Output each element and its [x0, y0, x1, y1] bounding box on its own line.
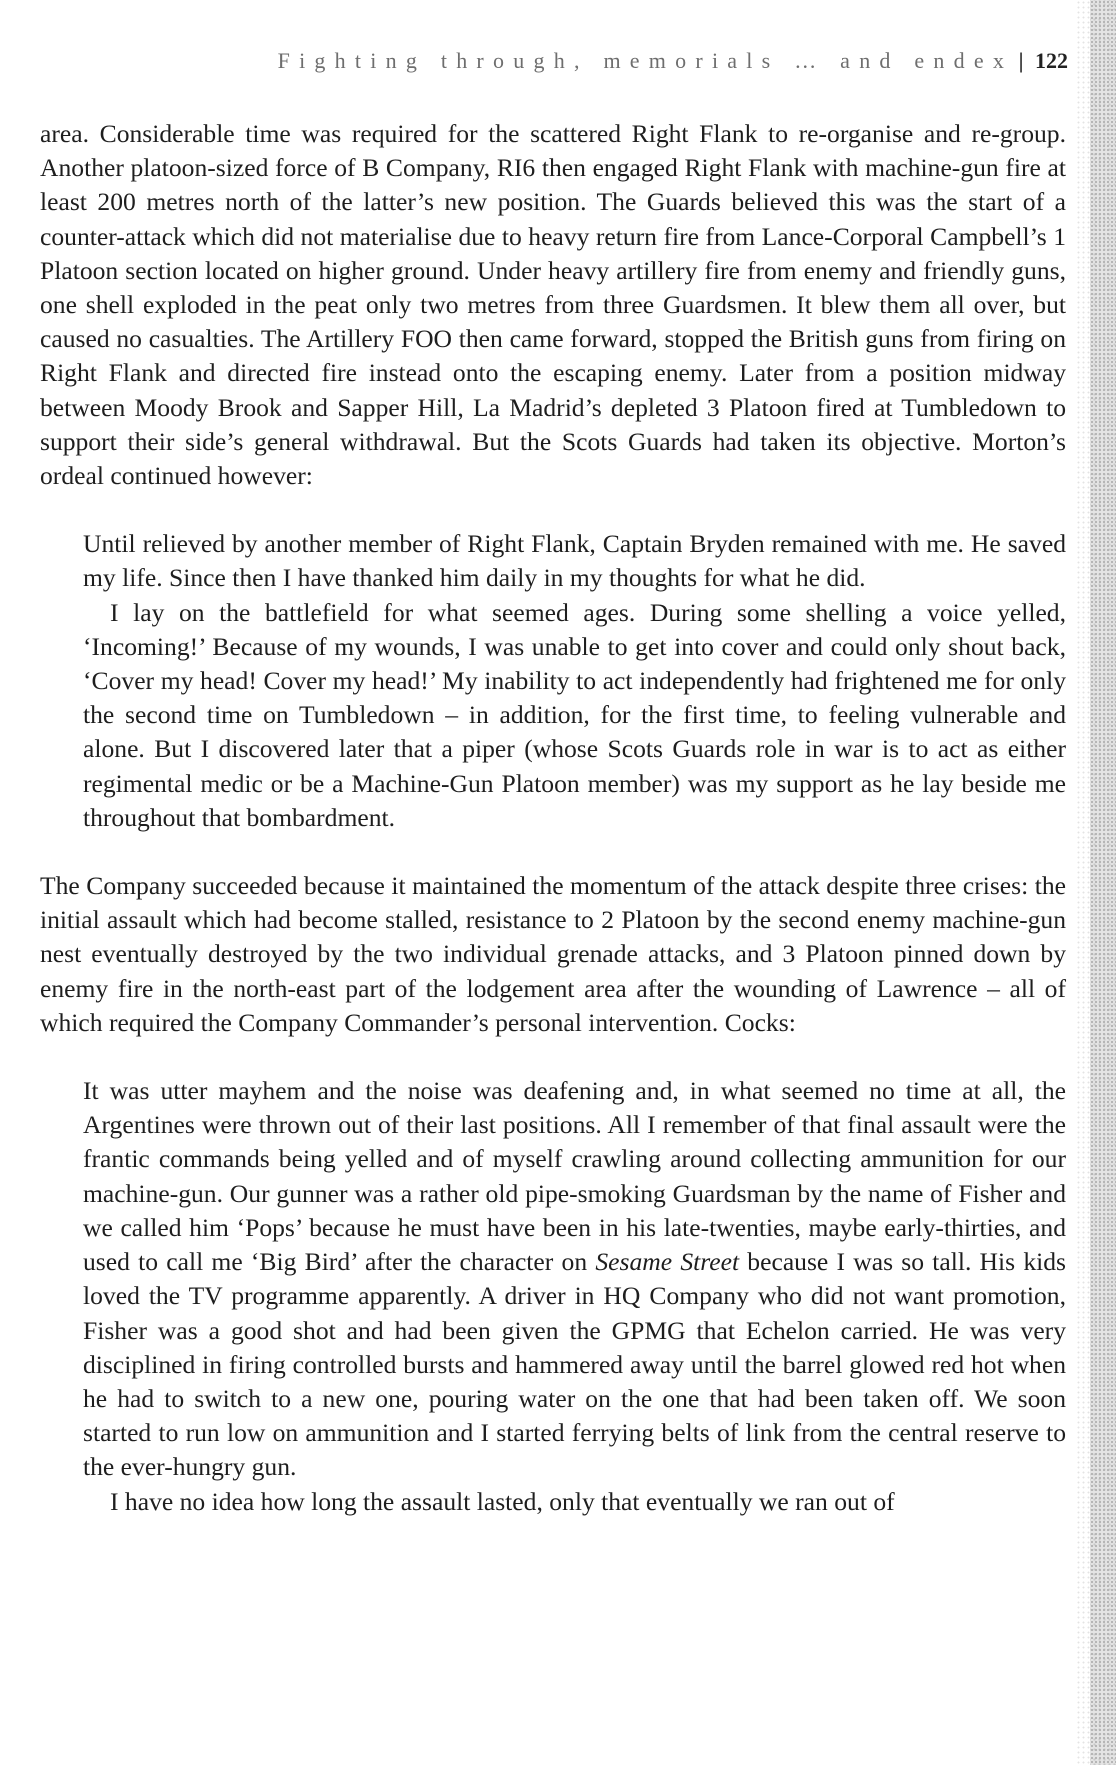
page-number: 122 [1035, 48, 1068, 73]
page-body [40, 117, 1066, 1519]
quote-paragraph: Until relieved by another member of Right Flank, Captain Bryden remained with me. He saved my life. Since then I have thanked him daily in my thoughts for what he did. [83, 529, 1066, 593]
header-separator: | [1018, 48, 1024, 73]
block-quote-morton [40, 527, 1066, 835]
quote-text: because I was so tall. His kids loved the TV programme apparently. A driver in HQ Company who did not want promotion, Fisher was a good shot and had been given the GPMG that Echelon carried. He was very disciplined in firing controlled bursts and hammered away until the barrel glowed red hot when he had to switch to a new one, pouring water on the one that had been taken off. We soon started to run low on ammunition and I started ferrying belts of link from the central reserve to the ever-hungry gun. [83, 1247, 1066, 1482]
paragraph: The Company succeeded because it maintained the momentum of the attack despite three crises: the initial assault which had become stalled, resistance to 2 Platoon by the second enemy machine-gun nest eventually destroyed by the two individual grenade attacks, and 3 Platoon pinned down by enemy fire in the north-east part of the lodgement area after the wounding of Lawrence – all of which required the Company Commander’s personal intervention. Cocks: [40, 871, 1066, 1037]
scan-edge-shadow [1076, 0, 1090, 1765]
italic-title: Sesame Street [595, 1247, 740, 1277]
paragraph: area. Considerable time was required for the scattered Right Flank to re-organise and re-group. Another platoon-sized force of B Company, RI6 then engaged Right Flank with machine-gun fire at least 200 metres north of the latter’s new position. The Guards believed this was the start of a counter-attack which did not materialise due to heavy return fire from Lance-Corporal Campbell’s 1 Platoon section located on higher ground. Under heavy artillery fire from enemy and friendly guns, one shell exploded in the peat only two metres from three Guardsmen. It blew them all over, but caused no casualties. The Artillery FOO then came forward, stopped the British guns from firing on Right Flank and directed fire instead onto the escaping enemy. Later from a position midway between Moody Brook and Sapper Hill, La Madrid’s depleted 3 Platoon fired at Tumbledown to support their side’s general withdrawal. But the Scots Guards had taken its objective. Morton’s ordeal continued however: [40, 119, 1066, 491]
block-quote-cocks [40, 1074, 1066, 1519]
scan-edge [1090, 0, 1116, 1765]
quote-paragraph: I lay on the battlefield for what seemed ages. During some shelling a voice yelled, ‘Incoming!’ Because of my wounds, I was unable to get into cover and could only shout back, ‘Cover my head! Cover my head!’ My inability to act independently had frightened me for only the second time on Tumbledown – in addition, for the first time, to feeling vulnerable and alone. But I discovered later that a piper (whose Scots Guards role in war is to act as either regimental medic or be a Machine-Gun Platoon member) was my support as he lay beside me throughout that bombardment. [83, 597, 1066, 832]
chapter-title: Fighting through, memorials … and endex [277, 48, 1014, 73]
quote-text: It was utter mayhem and the noise was deafening and, in what seemed no time at all, the Argentines were thrown out of their last positions. All I remember of that final assault were the frantic commands being yelled and of myself crawling around collecting ammunition for our machine-gun. Our gunner was a rather old pipe-smoking Guardsman by the name of Fisher and we called him ‘Pops’ because he must have been in his late-twenties, maybe early-thirties, and used to call me ‘Big Bird’ after the character on [83, 1076, 1066, 1277]
quote-paragraph [83, 1074, 1066, 1484]
quote-paragraph: I have no idea how long the assault lasted, only that eventually we ran out of [110, 1486, 895, 1516]
running-header [278, 48, 1068, 74]
